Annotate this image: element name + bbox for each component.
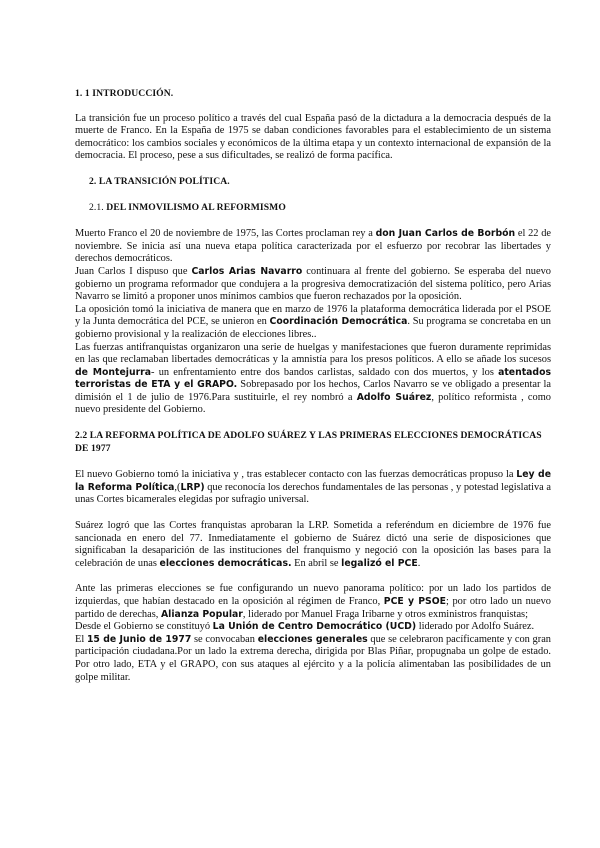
paragraph-arias-navarro: Juan Carlos I dispuso que Carlos Arias Navarro continuara al frente del gobierno. Se esperaba del nuevo gobierno un programa reformador que condujera a la progresiva democratización del sistema político, pero Arias Navarro se limitó a proponer unos mínimos cambios que fueron rechazados por la oposición. [75,265,551,303]
paragraph-ucd: Desde el Gobierno se constituyó La Unión de Centro Democrático (UCD) liderado por Adolfo Suárez. [75,621,535,633]
heading-introduccion: 1. 1 INTRODUCCIÓN. [75,88,174,99]
paragraph-oposicion: La oposición tomó la iniciativa de manera que en marzo de 1976 la plataforma democrática liderada por el PSOE y la Junta democrática del PCE, se unieron en Coordinación Democrática. Su programa se concretaba en un gobierno provisional y la realización de elecciones libres.. [75,303,551,340]
paragraph-juan-carlos: Muerto Franco el 20 de noviembre de 1975, las Cortes proclaman rey a don Juan Carlos de Borbón el 22 de noviembre. Se inicia así una nueva etapa política caracterizada por el esfuerzo por recobrar las libertades y derechos democráticos. [75,228,552,265]
heading-reforma-politica: 2.2 LA REFORMA POLÍTICA DE ADOLFO SUÁREZ Y LAS PRIMERAS ELECCIONES DEMOCRÁTICAS DE 1977 [75,430,542,454]
heading-number: 2.1. [89,201,104,213]
paragraph-elecciones-generales: El 15 de Junio de 1977 se convocaban elecciones generales que se celebraron pacíficamente y con gran participación ciudadana.Por un lado la extrema derecha, dirigida por Blas Piñar, propugnaba un golpe de estado. Por otro lado, ETA y el GRAPO, con sus ataques al ejército y a la policía alimentaban las posibilidades de un golpe militar. [75,633,552,683]
heading-inmovilismo-reformismo [89,202,551,215]
paragraph-fuerzas-antifranquistas: Las fuerzas antifranquistas organizaron una serie de huelgas y manifestaciones que fueron duramente reprimidas en las que reclamaban libertades democráticas y la amnistía para los presos políticos. A ello se añade los sucesos de Montejurra- un enfrentamiento entre dos bandos carlistas, saldado con dos muertos, y los atentados terroristas de ETA y el GRAPO. Sobrepasado por los hechos, Carlos Navarro se ve obligado a presentar la dimisión el 1 de julio de 1976.Para sustituirle, el rey nombró a Adolfo Suárez, político reformista , como nuevo presidente del Gobierno. [75,341,551,416]
heading-title: DEL INMOVILISMO AL REFORMISMO [106,201,286,213]
paragraph-suarez-lrp: Suárez logró que las Cortes franquistas aprobaran la LRP. Sometida a referéndum en diciembre de 1976 fue sancionada en enero del 77. Inmediatamente el gobierno de Suárez dictó una serie de disposiciones que significaban la desaparición de las instituciones del franquismo y negoció con la oposición las bases para la celebración de unas elecciones democráticas. En abril se legalizó el PCE. [75,520,551,569]
paragraph-intro: La transición fue un proceso político a través del cual España pasó de la dictadura a la democracia después de la muerte de Franco. En la España de 1975 se daban condiciones favorables para el establecimiento de un sistema democrático: los cambios sociales y económicos de la última etapa y un contexto internacional de expansión de la democracia. El proceso, pese a sus dificultades, se realizó de forma pacífica. [75,112,551,162]
paragraph-primeras-elecciones: Ante las primeras elecciones se fue configurando un nuevo panorama político: por un lado los partidos de izquierdas, que habían destacado en la oposición al régimen de Franco, PCE y PSOE; por otro lado un nuevo partido de derechas, Alianza Popular, liderado por Manuel Fraga Iribarne y otros exministros franquistas; [75,583,551,620]
document-body [75,88,551,684]
paragraph-nuevo-gobierno: El nuevo Gobierno tomó la iniciativa y , tras establecer contacto con las fuerzas democráticas propuso la Ley de la Reforma Política,(LRP) que reconocía los derechos fundamentales de las personas , y potestad legislativa a unas Cortes bicamerales elegidas por sufragio universal. [75,469,551,506]
heading-transicion-politica: 2. LA TRANSICIÓN POLÍTICA. [89,175,230,187]
